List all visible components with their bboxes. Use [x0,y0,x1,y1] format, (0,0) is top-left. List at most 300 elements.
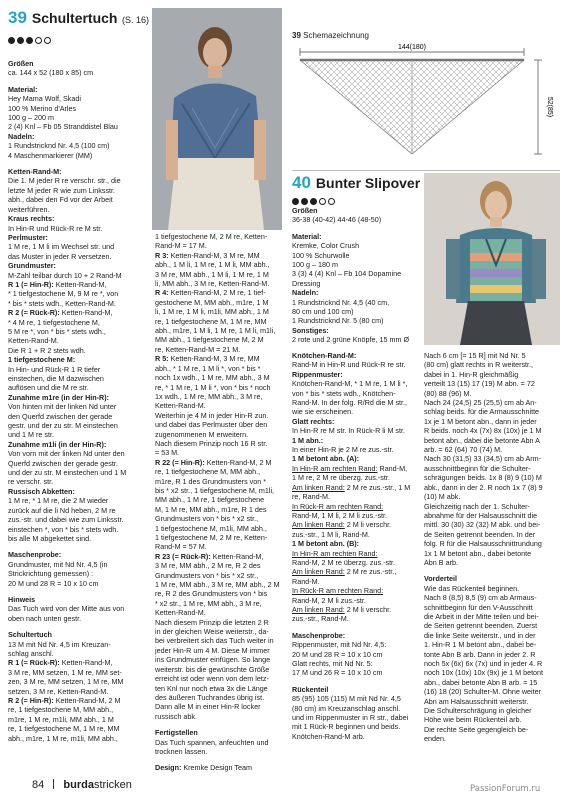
bold-heading: Hinweis [8,594,36,604]
line-text: gestr. und der zu str. M einstechen [8,421,118,431]
underlined-label: In Rück-R am rechten Rand: [292,501,384,511]
line-text: bis * x2 str., 1 tiefgestochene M, m1li, [155,485,275,495]
text-line [424,584,560,593]
line-text: abn., dabei betonte Abn B arb. = 15 [424,677,538,687]
line-text: Ketten-Rand-M. [155,401,206,411]
bold-heading: R 5: [155,354,169,364]
text-line [292,722,422,731]
bold-heading: Vorderteil [424,574,458,584]
line-text: Hey Mama Wolf, Skadi [8,94,81,104]
line-text: Rand-M, 2 M li zus.-str. [292,595,366,605]
height-label: 52(85) [546,96,553,118]
line-text: Grundmuster, mit Nd Nr. 4,5 (in [8,559,108,569]
text-line [8,167,150,176]
text-line [8,374,150,383]
bold-heading: R 2 (= Hin-R): [8,696,54,705]
line-text: 80 cm und 100 cm) [292,307,354,317]
pattern-title: Bunter Slipover [315,175,421,191]
text-line [292,288,422,297]
line-text: Von hinten mit der linken Nd unter [8,402,117,412]
paragraph-gap [8,588,150,595]
text-line [292,241,422,250]
line-text: re, Ketten-Rand-M = 21 M. [155,344,241,354]
line-text: * 1 tiefgestochene M, 9 M re *, von [8,289,119,299]
line-text: m1re, 1 M re, m1li, MM abh., 1 M [8,714,114,724]
line-text: ten Knl nur noch etwa 3x die Länge [155,683,268,693]
paragraph-gap [424,567,560,574]
line-text: re, 1 tiefgestochene M, 1 M re, MM [8,724,120,734]
line-text: 1 Rundstricknd Nr. 5 (80 cm) [292,316,384,326]
line-text: abh., 1 M li, 1 M re, 1 M li, MM abh., [155,260,270,270]
text-line [155,627,285,636]
text-line [292,732,422,741]
line-text: 2 M li verschr. [344,520,392,530]
line-text: Von vorn mit der linken Nd unter den [8,449,125,459]
text-line [155,636,285,645]
line-text: * 4 M re, 1 tiefgestochene M, [8,317,100,327]
column-1 [8,59,150,743]
line-text: zugenommenen M erweitern. [155,429,249,439]
line-text: bis alle M abgekettet sind. [8,533,92,543]
text-line [292,436,422,445]
text-line [155,232,285,241]
line-text: zus.-str., Rand-M. [292,614,349,624]
line-text: Grundmusters von * bis * x2 str., [155,570,259,580]
text-line [155,693,285,702]
line-text: Wie das Rückenteil beginnen. [424,583,520,593]
text-line [292,511,422,520]
text-line [155,542,285,551]
line-text: schlag beids. für die Armausschnitte [424,407,540,417]
watermark: PassionForum.ru [470,784,541,794]
text-line [424,612,560,621]
text-line [155,458,285,467]
line-text: Ketten-Rand-M, 3 M re, MM [168,354,260,364]
schematic-diagram [292,42,560,162]
text-line [155,279,285,288]
bold-heading: Grundmuster: [8,261,56,271]
text-line [8,289,150,298]
text-line [155,383,285,392]
text-line [292,454,422,463]
bold-heading: Rippenmuster: [292,369,343,379]
line-text: de Seiten getrennt beenden. In der [424,529,536,539]
line-text: mittl. 30 (30) 32 (32) M abk. und bei- [424,520,541,530]
text-line [155,477,285,486]
text-line [155,335,285,344]
text-line [292,539,422,548]
line-text: MM abh., 1 tiefgestochene M, 2 M [155,335,264,345]
text-line [8,308,150,317]
line-text: Dressing [292,278,321,288]
schematic-title: Schemazeichnung [303,31,369,40]
text-line [8,195,150,204]
text-line [292,586,422,595]
text-line [155,552,285,561]
text-line [155,401,285,410]
text-line [8,261,150,270]
paragraph-gap [8,623,150,630]
text-line [8,724,150,733]
pattern-number: 39 [8,8,27,27]
text-line [292,389,422,398]
text-line [155,608,285,617]
line-text: noch 5x (6x) 6x (7x) und in jeder 4. R [424,659,543,668]
line-text: schnittbeginn für den V-Ausschnitt [424,602,533,612]
column-4 [424,351,560,744]
text-line [8,468,150,477]
text-line [8,346,150,355]
text-line [8,122,150,131]
text-line [424,631,560,640]
bold-heading: R 4: [155,288,169,298]
text-line [8,640,150,649]
line-text: re, 1 tiefgestochene M, MM abh., [155,467,261,477]
line-text: In Hin-R und Rück-R re M str. [8,223,103,233]
line-text: Ketten-Rand-M, 3 M re, MM [168,250,260,260]
line-text: In Hin- und Rück-R 1 R tiefer [8,364,101,374]
text-line [8,365,150,374]
text-line [8,141,150,150]
line-text: Rand-M, 1 M li, 2 M li zus.-str. [292,510,388,520]
text-line [424,715,560,724]
bold-heading: Maschenprobe: [292,630,346,640]
text-line [155,599,285,608]
line-text: re, * 1 M re, 1 M li *, von * bis * noch [155,382,271,392]
line-text: 1. Hin-R 1 M betont abn., dabei be- [424,640,537,650]
text-line [8,569,150,578]
text-line [424,389,560,398]
model-silhouette [152,8,282,230]
text-line [8,94,150,103]
line-text: Ketten-Rand-M, 2 M re, 1 tief- [168,288,266,298]
line-text: setzen, 3 M re, Ketten-Rand-M. [8,686,109,696]
text-line [292,473,422,482]
text-line [155,561,285,570]
text-line [292,379,422,388]
bold-heading: Material: [292,231,322,241]
bold-heading: 1 M betont abn. (B): [292,539,360,549]
line-text: erreicht ist oder wenn von dem letz- [155,674,269,684]
text-line [292,269,422,278]
text-line [424,502,560,511]
line-text: re verschr. str. [8,477,54,487]
text-line [8,734,150,743]
text-line [424,464,560,473]
text-line [155,646,285,655]
line-text: Abn B arb. [424,557,458,567]
text-line [292,704,422,713]
line-text: Rand-M = 17 M. [155,241,207,251]
line-text: 20 M und 28 R = 10 x 10 cm [8,578,99,588]
line-text: In einer Hin-R je 2 M re zus.-str. [292,445,394,455]
line-text: einstechen, die M dazwischen [8,374,104,383]
line-text: (80 cm) glatt rechts in R weiterstr., [424,360,534,370]
line-text: re, R 2 des Grundmusters von * bis [155,589,268,599]
text-line [292,326,422,335]
bold-heading: Kraus rechts: [8,214,55,224]
text-line [424,687,560,696]
text-line [292,668,422,677]
text-line [8,402,150,411]
bold-heading: R 3: [155,250,169,260]
line-text: M, 1 M re, MM abh., m1re, R 1 des [155,504,267,514]
line-text: Höhe wie beim Rückenteil arb. [424,715,522,725]
bold-heading: Schultertuch [8,630,52,640]
schematic-number: 39 [292,31,301,40]
bold-heading: Material: [8,84,38,94]
pattern-title: Schultertuch [31,10,118,26]
text-line [8,496,150,505]
text-line [155,467,285,476]
text-line [424,549,560,558]
page-footer [32,779,132,791]
text-line [424,697,560,706]
line-text: des äußeren Tuchrandes übrig ist. [155,692,265,702]
line-text: Nach 24 (24,5) 25 (25,5) cm ab An- [424,398,537,408]
text-line [155,345,285,354]
text-line [155,505,285,514]
line-text: ca. 144 x 52 (180 x 85) cm [8,68,94,78]
line-text: von * bis * stets wdh., Knötchen- [292,388,396,398]
line-text: Gleichzeitig nach der 1. Schulter- [424,501,530,511]
text-line [424,473,560,482]
line-text: Ketten-Rand-M, 2 M [53,696,121,705]
text-line [155,684,285,693]
line-text: 1x 1 M betont abn., dabei betonte [424,548,532,558]
text-line [155,738,285,747]
text-line [424,520,560,529]
text-line [424,659,560,668]
text-line [8,649,150,658]
text-line [292,530,422,539]
bold-heading: Knötchen-Rand-M: [292,351,357,360]
text-line [424,640,560,649]
line-text: 17 M und 26 R = 10 x 10 cm [292,668,383,678]
column-2 [155,232,285,773]
text-line [292,483,422,492]
paragraph-gap [8,78,150,85]
line-text: li, 1 M re, 1 M li, m1li, MM abh., 1 M [155,307,269,317]
text-line [8,440,150,449]
difficulty-dot-filled [17,37,24,44]
bold-heading: Maschenprobe: [8,550,62,560]
line-text: Rand-M = 57 M. [155,542,207,552]
text-line [292,685,422,694]
line-text: 1x je 1 M betont abn., dann in jeder [424,416,537,426]
text-line [292,335,422,344]
line-text: Rand-M, [377,463,408,473]
underlined-label: In Hin-R am rechten Rand: [292,548,378,558]
line-text: 3 M re, MM setzen, 1 M re, MM set- [8,667,122,677]
text-line [292,426,422,435]
text-line [424,407,560,416]
line-text: 2 M re zus.-str., [344,567,397,577]
difficulty-dot-filled [310,198,317,205]
text-line [8,550,150,559]
line-text: 3 M re, MM abh., 1 M li, 1 M re, 1 M [155,269,269,279]
text-line [8,579,150,588]
difficulty-dot-empty [319,198,326,205]
paragraph-gap [155,721,285,728]
text-line [8,113,150,122]
text-line [8,525,150,534]
line-text: abh., m1re, 1 M re, m1li, MM abh., [8,733,118,743]
line-text: Kremke, Color Crush [292,241,360,251]
text-line [8,668,150,677]
bold-heading: R 1 (= Rück-R): [8,658,60,668]
bold-heading: 1 M betont abn. (A): [292,454,360,464]
text-line [292,558,422,567]
line-text: Ketten-Rand-M, [210,551,264,561]
text-line [292,502,422,511]
line-text: die linke Seite weiterstr., und in der [424,630,536,640]
bold-heading: Design: [155,763,182,773]
bold-heading: Zunahme m1li (in der Hin-R): [8,439,107,449]
text-line [424,483,560,492]
line-text: 1 tiefgestochene M, 2 M re, Ketten- [155,533,268,542]
line-text: Nach 30 (31,5) 33 (34,5) cm ab Arm- [424,454,542,464]
text-line [424,360,560,369]
text-line [424,706,560,715]
text-line [8,318,150,327]
bold-heading: Sonstiges: [292,325,329,335]
text-line [292,631,422,640]
line-text: Rand-M in Hin-R und Rück-R re str. [292,360,406,370]
bold-heading: Zunahme m1re (in der Hin-R): [8,392,110,402]
line-text: wie sie erscheinen. [292,407,354,417]
text-line [155,571,285,580]
text-line [424,530,560,539]
text-line [292,464,422,473]
bold-heading: R 1 (= Hin-R): [8,279,54,289]
paragraph-gap [155,756,285,763]
text-line [8,412,150,421]
text-line [155,712,285,721]
text-line [424,574,560,583]
line-text: Das Tuch wird von der Mitte aus von [8,604,125,614]
text-line [292,614,422,623]
text-line [8,299,150,308]
line-text: 1 M re, * 1 M re, die 2 M wieder [8,496,109,506]
text-line [8,151,150,160]
text-line [8,696,150,705]
line-text: m1re, R 1 des Grundmusters von * [155,476,267,486]
difficulty-dot-filled [301,198,308,205]
line-text: Grundmusters von * bis * x2 str., [155,514,259,524]
text-line [424,603,560,612]
text-line [292,694,422,703]
text-line [8,630,150,639]
line-text: ausschnittbeginn für die Schulter- [424,463,531,473]
text-line [8,224,150,233]
text-line [8,104,150,113]
text-line [424,593,560,602]
text-line [8,677,150,686]
line-text: Ketten-Rand-M, [59,658,113,668]
shawl-photo [152,8,282,230]
line-text: re, 1 tiefgestochene M, 1 M re, MM [155,316,267,326]
line-text: und der zu str. M einstechen und 1 M [8,468,127,478]
text-line [8,214,150,223]
text-line [8,336,150,345]
line-text: die Arbeit in der Mitte teilen und bei- [424,611,539,621]
line-text: zen, 3 M re, MM setzen, 1 M re, MM [8,677,124,687]
line-text: 1 M re, 1 M li im Wechsel str. und [8,242,115,252]
bold-heading: Russisch Abketten: [8,486,75,496]
line-text: * x2 str., 1 M re, MM abh., 3 M re, [155,598,262,608]
page-reference: (S. 16) [121,15,149,25]
line-text: 1 M re, 2 M re überzg. zus.-str. [292,473,390,483]
bold-heading: Größen [292,206,318,215]
text-line [292,549,422,558]
column-3 [292,351,422,741]
text-line [292,398,422,407]
line-text: dabei in 1. Hin-R gleichmäßig [424,369,519,379]
text-line [8,271,150,280]
line-text: (16) 18 (20) Schulter-M. Ohne weiter [424,687,542,697]
difficulty-dot-empty [44,37,51,44]
text-line [8,421,150,430]
text-line [424,417,560,426]
text-line [292,298,422,307]
text-line [155,241,285,250]
line-text: oben nach unten gestr. [8,613,82,623]
text-line [155,448,285,457]
line-text: = 53 M. [155,448,180,458]
line-text: 100 g – 180 m [292,260,338,270]
line-text: noch 1x wdh., 1 M re, MM abh., 3 M [155,373,270,383]
text-line [8,506,150,515]
line-text: re, Rand-M. [292,492,330,502]
text-line [292,713,422,722]
text-line [8,449,150,458]
line-text: 1 tiefgestochene M, m1li, MM abh., [155,523,267,533]
text-line [8,383,150,392]
text-line [155,298,285,307]
text-line [155,618,285,627]
text-line [292,492,422,501]
text-line [155,747,285,756]
text-line [424,370,560,379]
magazine-brand: burda [63,779,94,791]
text-line [292,596,422,605]
line-text: auflösen und die M re str. [8,383,89,393]
line-text: 36-38 (40-42) 44-46 (48-50) [292,215,382,225]
line-text: in der gleichen Weise weiterstr., da- [155,627,269,637]
bold-heading: Rückenteil [292,684,329,694]
line-text: 1 M re, MM abh., 3 M re, MM abh., 2 M [155,580,280,590]
line-text: weiterstr. bis die gewünschte Größe [155,664,270,674]
text-line [8,430,150,439]
line-text: li, MM abh., 3 M re, Ketten-Rand-M. [155,279,270,289]
line-text: Ketten-Rand-M. [8,336,59,346]
bold-heading: R 2 (= Rück-R): [8,308,60,318]
line-text: Rippenmuster, mit Nd Nr. 4,5: [292,640,387,650]
text-line [292,307,422,316]
text-line [292,605,422,614]
text-line [424,398,560,407]
line-text: Die rechte Seite gegengleich be- [424,724,529,734]
underlined-label: In Rück-R am rechten Rand: [292,586,384,596]
underlined-label: In Hin-R am rechten Rand: [292,463,378,473]
line-text: 3 M re, MM abh., 2 M re, R 2 des [155,561,261,571]
line-text: Das Tuch spannen, anfeuchten und [155,737,269,747]
line-text: ins Grundmuster einfügen. So lange [155,655,271,665]
line-text: re, 1 tiefgestochene M, MM abh., [8,705,114,715]
line-text: bei verbreitert sich das Tuch weiter in [155,636,274,646]
text-line [292,567,422,576]
